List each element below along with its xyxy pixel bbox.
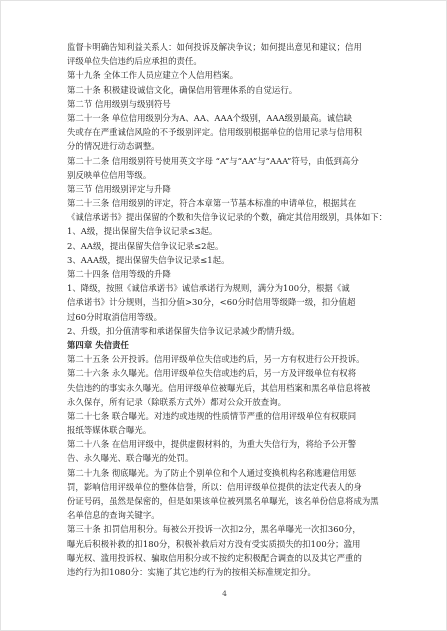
text-line: 信承诺书》计分规则，当扣分值>30分，<60分时信用等级降一级，扣分值超 [67, 297, 356, 308]
article-28: 第二十八条 在信用评级中，提供虚假材料的，为重大失信行为，将给予公开警 [67, 439, 357, 450]
text-line: 分的情况进行动态调整。 [67, 141, 160, 152]
text-line: 评级单位失信违约后应承担的责任。 [67, 56, 202, 67]
text-line: 报纸等媒体联合曝光。 [67, 425, 152, 436]
list-item: 2、AA级，提出保留失信争议记录≤2起。 [67, 240, 224, 251]
text-line: 罚，影响信用评级单位的整体信誉，所以：信用评级单位提供的法定代表人的身 [67, 481, 362, 492]
article-29: 第二十九条 彻底曝光。为了防止个别单位和个人通过变换机构名称逃避信用惩 [67, 467, 357, 478]
page-number: 4 [222, 589, 227, 598]
text-line: 名单信息的查询关键字。 [67, 510, 160, 521]
article-20: 第二十条 积极建设诚信文化，确保信用管理体系的自觉运行。 [67, 84, 298, 95]
text-line: 份证号码，虽然是保密的，但是如果该单位被列黑名单曝光，该名单份信息将成为黑 [67, 496, 379, 506]
text-line: 告、永久曝光、联合曝光的处罚。 [67, 453, 194, 464]
list-item: 1、降级，按照《诚信承诺书》诚信承诺行为规则，满分为100分，根据《诚 [67, 283, 350, 294]
article-30: 第三十条 扣罚信用积分。每被公开投诉一次扣2分，黑名单曝光一次扣360分， [67, 524, 361, 535]
text-line: 曝光权、滥用投诉权、骗取信用积分或不按约定积极配合调查的以及其它严重的 [67, 552, 362, 563]
chapter-heading: 第四章 失信责任 [67, 339, 129, 350]
text-line: 别反映单位信用等级。 [67, 169, 152, 180]
text-line: 曝光后积极补救的扣180分，积极补救后对方没有受实质损失的扣100分；滥用 [67, 538, 361, 549]
section-heading: 第二节 信用级别与级别符号 [67, 98, 171, 109]
section-heading: 第三节 信用级别评定与升降 [67, 183, 171, 194]
article-23: 第二十三条 信用级别的评定，符合本章第一节基本标准的申请单位，根据其在 [67, 198, 357, 209]
list-item: 1、A级，提出保留失信争议记录≤3起。 [67, 226, 218, 237]
text-line: 永久保存，所有记录（除联系方式外）都对公众开放查询。 [67, 396, 287, 407]
list-item: 2、升级，扣分值清零和承诺保留失信争议记录减少酌情升级。 [67, 325, 300, 336]
article-26: 第二十六条 永久曝光。信用评级单位失信或违约后，另一方及评级单位有权将 [67, 368, 357, 379]
text-line: 《诚信承诺书》提出保留的个数和失信争议记录的个数，确定其信用级别，具体如下： [67, 212, 388, 223]
article-19: 第十九条 全体工作人员应建立个人信用档案。 [67, 70, 239, 81]
article-21: 第二十一条 单位信用级别分为A、AA、AAA个级别，AAA级别最高。诚信缺 [67, 112, 353, 123]
text-line: 监督卡明确告知利益关系人：如何投诉及解决争议；如何提出意见和建议；信用 [67, 42, 362, 52]
text-line: 过60分时取消信用等级。 [67, 311, 163, 322]
text-line: 失或存在严重诚信风险的不予级别评定。信用级别根据单位的信用记录与信用积 [67, 127, 362, 138]
page-body [67, 40, 393, 579]
text-line: 违约行为扣1080分：实施了其它违约行为的按相关标准规定扣分。 [67, 566, 316, 577]
article-25: 第二十五条 公开投诉。信用评级单位失信或违约后，另一方有权进行公开投诉。 [67, 354, 365, 365]
list-item: 3、AAA级，提出保留失信争议记录≤1起。 [67, 254, 230, 265]
text-line: 失信违约的事实永久曝光。信用评级单位被曝光后，其信用档案和黑名单信息将被 [67, 382, 371, 393]
article-27: 第二十七条 联合曝光。对违约或违规的性质情节严重的信用评级单位有权联同 [67, 410, 357, 421]
article-24: 第二十四条 信用等级的升降 [67, 269, 171, 279]
article-22: 第二十二条 信用级别符号使用英文字母 “A”与“AA”与“AAA”符号，由低到高分 [67, 155, 359, 166]
